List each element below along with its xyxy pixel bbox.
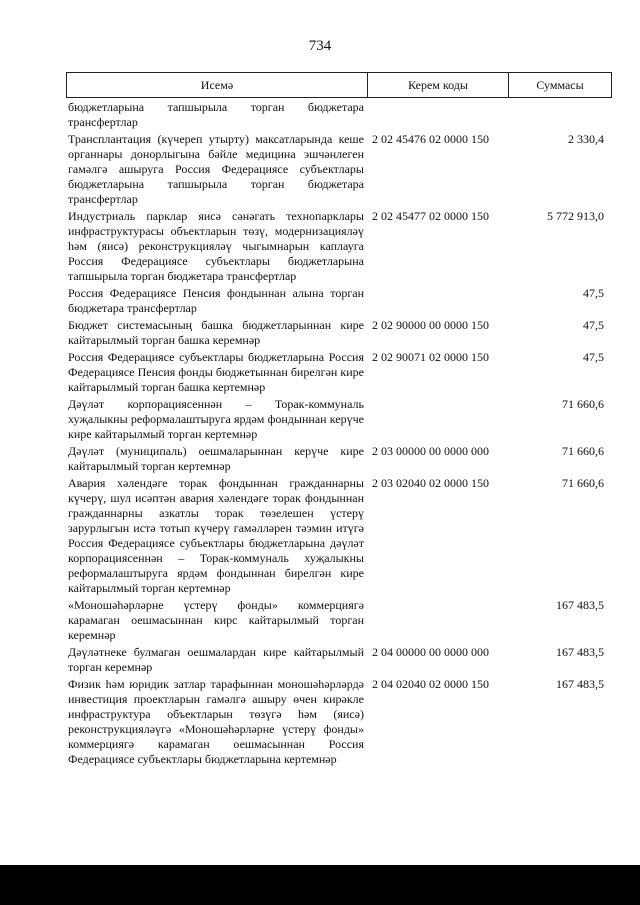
row-sum: 167 483,5	[556, 677, 604, 691]
row-name: Физик һәм юридик затлар тарафыннан моношәһәрләрдә инвестиция проектларын гамәлгә ашыру өчен кирәкле инфраструктура объектларын төзүгә һәм (яисә) реконструкцияләүгә «Моношәһәрләрне үстерү фонды» коммерциягә карамаган оешмасыннан Россия Федерациясе субъектлары бюджетларына кертемнәр	[68, 677, 364, 766]
row-name: Дәүләт (муниципаль) оешмаларыннан керүче кире кайтарылмый торган кертемнәр	[68, 444, 364, 473]
scan-bottom-border	[0, 865, 640, 905]
row-sum: 71 660,6	[562, 444, 604, 458]
row-code	[364, 100, 512, 130]
row-code: 2 02 45476 02 0000 150	[372, 132, 489, 146]
row-name: Дәүләт корпорациясеннән – Торак-коммуналь хуҗалыкны реформалаштыруга ярдәм фондыннан керүче кире кайтарылмый торган кертемнәр	[68, 397, 364, 441]
row-sum	[512, 100, 604, 130]
table-body	[68, 100, 604, 769]
row-code: 2 02 90071 02 0000 150	[372, 350, 489, 364]
row-code: 2 02 90000 00 0000 150	[372, 318, 489, 332]
row-code: 2 03 02040 02 0000 150	[372, 476, 489, 490]
header-name: Исемә	[67, 73, 368, 97]
row-code	[364, 286, 512, 316]
row-code	[364, 397, 512, 442]
row-code: 2 04 02040 02 0000 150	[372, 677, 489, 691]
header-sum: Суммасы	[536, 77, 584, 92]
row-name: «Моношәһәрләрне үстерү фонды» коммерциягә карамаган оешмасыннан кирс кайтарылмый торган керемнәр	[68, 598, 364, 642]
table-row	[68, 598, 604, 643]
row-name: Бюджет системасының башка бюджетларыннан кире кайтарылмый торган башка керемнәр	[68, 318, 364, 347]
row-sum: 167 483,5	[556, 645, 604, 659]
row-sum: 5 772 913,0	[547, 209, 604, 223]
table-row	[68, 677, 604, 767]
table-row	[68, 318, 604, 348]
row-name: Индустриаль парклар яисә сәнәгать технопарклары инфраструктурасы объектларын төзү, модернизацияләү һәм (яисә) реконструкцияләү чыгымнарын каплауга Россия Федерациясе субъектлары бюджетларына тапшырыла торган бюджетара трансфертлар	[68, 209, 364, 283]
row-code: 2 04 00000 00 0000 000	[372, 645, 489, 659]
row-code: 2 02 45477 02 0000 150	[372, 209, 489, 223]
row-name: Трансплантация (күчереп утырту) максатларында кеше органнары донорлыгына бәйле медицина эшчәнлеген гамәлгә ашыруга Россия Федерациясе субъектлары бюджетларына тапшырыла торган бюджетара трансфертлар	[68, 132, 364, 206]
table-row	[68, 286, 604, 316]
table-header	[66, 72, 612, 98]
table-row	[68, 645, 604, 675]
table-row	[68, 350, 604, 395]
table-row	[68, 209, 604, 284]
table-row	[68, 476, 604, 596]
row-sum: 47,5	[583, 350, 604, 364]
header-code: Керем коды	[368, 73, 509, 97]
row-name: бюджетларына тапшырыла торган бюджетара трансфертлар	[68, 100, 364, 129]
table-row	[68, 444, 604, 474]
row-name: Россия Федерациясе Пенсия фондыннан алына торган бюджетара трансфертлар	[68, 286, 364, 315]
row-name: Дәүләтнеке булмаган оешмалардан кире кайтарылмый торган керемнәр	[68, 645, 364, 674]
table-row	[68, 100, 604, 130]
row-sum: 47,5	[583, 286, 604, 300]
row-sum: 167 483,5	[556, 598, 604, 612]
row-code	[364, 598, 512, 643]
row-sum: 2 330,4	[568, 132, 604, 146]
row-code: 2 03 00000 00 0000 000	[372, 444, 489, 458]
row-name: Авария хәлендәге торак фондыннан гражданнарны күчерү, шул исәптән авария хәлендәге торак фондыннан гражданнарны азкатлы торак төзелешен үстерү зарурлыгын истә тотып күчерү гамәлләрен тәэмин итүгә Россия Федерациясе субъектлары бюджетларына дәүләт корпорациясеннән – Торак-коммуналь хуҗалыкны реформалаштыруга ярдәм фондыннан бирелгән кире кайтарылмый торган кертемнәр	[68, 476, 364, 595]
table-row	[68, 397, 604, 442]
row-sum: 71 660,6	[562, 476, 604, 490]
row-sum: 71 660,6	[562, 397, 604, 411]
row-sum: 47,5	[583, 318, 604, 332]
table-row	[68, 132, 604, 207]
page-number: 734	[308, 38, 332, 54]
row-name: Россия Федерациясе субъектлары бюджетларына Россия Федерациясе Пенсия фонды бюджетыннан бирелгән кире кайтарылмый торган башка кертемнәр	[68, 350, 364, 394]
